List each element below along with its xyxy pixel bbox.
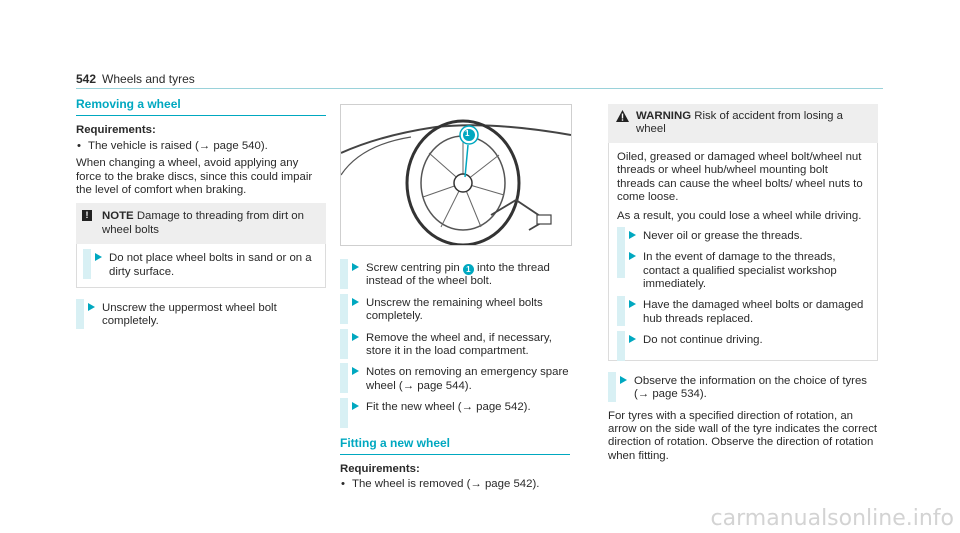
warning-step (617, 251, 869, 291)
step-text: Fit the new wheel (→ page 542). (366, 401, 531, 414)
arrow-right-icon (629, 335, 636, 343)
column-steps (340, 262, 570, 496)
requirements-label: Requirements: (76, 124, 156, 137)
requirement-item: • The wheel is removed (→ page 542). (340, 478, 570, 491)
arrow-right-icon (88, 303, 95, 311)
section-title-fitting: Fitting a new wheel (340, 437, 570, 455)
column-warning (608, 104, 878, 469)
step-bar (608, 372, 616, 402)
step-bar (617, 248, 625, 278)
step-text: Observe the information on the choice of tyres (→ page 534). (634, 374, 867, 401)
arrow-right-icon (95, 253, 102, 261)
header-divider (76, 88, 883, 89)
step-bar (617, 296, 625, 326)
arrow-right-icon (352, 298, 359, 306)
requirements-label: Requirements: (340, 463, 420, 476)
step-text: In the event of damage to the threads, contact a qualified specialist workshop immediately. (643, 251, 837, 291)
note-box (76, 203, 326, 244)
arrow-right-icon (629, 252, 636, 260)
warning-header (608, 104, 878, 143)
page-number: 542 (76, 72, 97, 86)
arrow-right-icon (352, 402, 359, 410)
callout-number: 1 (463, 264, 474, 275)
chapter-title: Wheels and tyres (102, 72, 195, 86)
arrow-right-icon (629, 231, 636, 239)
warning-step (617, 334, 869, 347)
exclamation-icon: ! (82, 210, 92, 221)
step-text: Unscrew the uppermost wheel bolt completely. (102, 302, 277, 328)
wheel-drawing (341, 105, 571, 245)
note-label: NOTE (102, 210, 134, 223)
step-text: Unscrew the remaining wheel bolts completely. (366, 296, 543, 323)
warning-icon (616, 110, 629, 122)
rotation-paragraph: For tyres with a specified direction of rotation, an arrow on the side wall of the tyre indicates the correct direction of rotation. Observe the direction of rotation when fitting. (608, 409, 878, 462)
figure-callout: 1 (465, 129, 470, 138)
step-observe-tyres (608, 375, 878, 402)
arrow-right-icon (352, 263, 359, 271)
note-text: Damage to threading from dirt on wheel bolts (102, 210, 304, 236)
step-text: Do not continue driving. (643, 334, 763, 347)
step-text: Remove the wheel and, if necessary, store it in the load compartment. (366, 331, 552, 358)
step-unscrew-top (76, 302, 326, 329)
step-bar (340, 259, 348, 289)
step-bar (340, 294, 348, 324)
warning-paragraph: Oiled, greased or damaged wheel bolt/wheel nut threads or wheel hub/wheel mounting bolt threads can cause the wheel bolts/ wheel nuts to come loose. (617, 150, 863, 204)
step-unscrew-remaining (340, 297, 570, 324)
arrow-right-icon (352, 367, 359, 375)
step-remove-wheel (340, 332, 570, 359)
step-emergency-spare (340, 366, 570, 393)
step-bar (340, 398, 348, 428)
section-title-removing: Removing a wheel (76, 98, 326, 116)
column-removing (76, 98, 326, 337)
warning-step (617, 299, 869, 326)
arrow-right-icon (352, 333, 359, 341)
step-text: Screw centring pin (366, 262, 460, 274)
warning-label: WARNING (636, 110, 692, 122)
note-body (76, 244, 326, 288)
page-header (76, 72, 195, 86)
step-text: Have the damaged wheel bolts or damaged hub threads replaced. (643, 299, 864, 325)
wheel-illustration (340, 104, 572, 246)
note-step (83, 252, 319, 279)
requirement-item: • The vehicle is raised (→ page 540). (76, 140, 326, 153)
warning-head-text: Risk of accident from losing a wheel (636, 110, 844, 136)
note-step-text: Do not place wheel bolts in sand or on a dirty surface. (109, 252, 312, 278)
step-text: into the thread instead of the wheel bolt. (366, 262, 550, 288)
step-bar (83, 249, 91, 279)
step-text: Never oil or grease the threads. (643, 229, 803, 242)
step-bar (340, 329, 348, 359)
warning-paragraph: As a result, you could lose a wheel while driving. (617, 210, 862, 223)
arrow-right-icon (629, 300, 636, 308)
watermark: carmanualsonline.info (710, 506, 954, 531)
step-fit-new-wheel (340, 401, 570, 414)
step-bar (340, 363, 348, 393)
warning-step (617, 230, 869, 243)
intro-paragraph: When changing a wheel, avoid applying any force to the brake discs, since this could impair the level of comfort when braking. (76, 157, 313, 197)
arrow-right-icon (620, 376, 627, 384)
step-text: Notes on removing an emergency spare wheel (→ page 544). (366, 366, 569, 392)
step-centring-pin (340, 262, 570, 289)
step-bar (617, 331, 625, 361)
warning-body (608, 143, 878, 361)
step-bar (76, 299, 84, 329)
